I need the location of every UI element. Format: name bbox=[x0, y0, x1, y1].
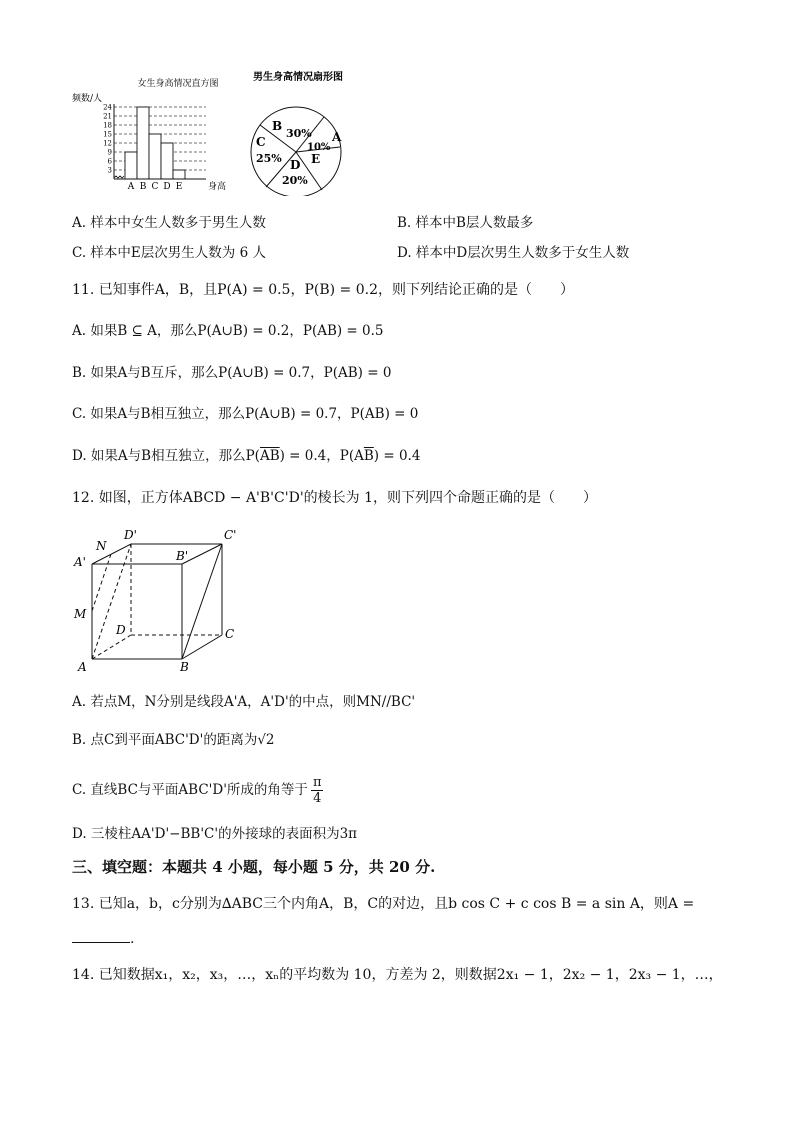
label-n: N bbox=[96, 539, 107, 553]
pie-title: 男生身高情况扇形图 bbox=[253, 72, 343, 83]
q11-d-overline-b: $\overline{B}$ bbox=[363, 448, 374, 464]
histogram-title: 女生身高情况直方图 bbox=[137, 79, 219, 89]
pie-percent-b: 30% bbox=[286, 127, 312, 140]
histogram-y-ticks bbox=[103, 104, 112, 175]
q12-option-b: B. 点C到平面ABC'D'的距离为√2 bbox=[72, 732, 275, 748]
q11-d-mid: ) = 0.4，P(A bbox=[279, 448, 364, 464]
label-c: C bbox=[225, 627, 235, 641]
edge-a-d bbox=[92, 635, 131, 659]
histogram-bar bbox=[149, 134, 161, 179]
pie-label-a: A bbox=[332, 130, 342, 144]
pie-label-c: C bbox=[256, 135, 266, 149]
q11-d-overline-ab: $\overline{AB}$ bbox=[259, 448, 280, 464]
label-a: A bbox=[78, 660, 87, 674]
histogram-figure bbox=[60, 70, 230, 195]
histogram-bar bbox=[173, 170, 185, 179]
cube-figure bbox=[70, 524, 250, 676]
q11-stem: 11. 已知事件A，B，且P(A) = 0.5，P(B) = 0.2，则下列结论正确的是（ ） bbox=[72, 282, 574, 298]
q10-option-b: B. 样本中B层人数最多 bbox=[397, 215, 534, 231]
q14-stem: 14. 已知数据x₁，x₂，x₃，…，xₙ的平均数为 10，方差为 2，则数据2x₁ − 1，2x₂ − 1，2x₃ − 1，…， bbox=[72, 967, 723, 983]
q12-option-c bbox=[72, 770, 323, 810]
histogram-y-tick: 18 bbox=[103, 121, 112, 130]
q12-stem: 12. 如图，正方体ABCD − A'B'C'D'的棱长为 1，则下列四个命题正确的是（ ） bbox=[72, 490, 598, 506]
label-m: M bbox=[74, 607, 87, 621]
histogram-x-tick: D bbox=[163, 182, 171, 192]
histogram-x-tick: C bbox=[151, 182, 159, 192]
q11-option-d bbox=[72, 447, 420, 465]
pie-percent-c: 25% bbox=[256, 152, 282, 165]
q12-c-numerator: π bbox=[312, 774, 322, 790]
histogram-y-tick: 9 bbox=[107, 148, 112, 157]
pie-label-d: D bbox=[290, 158, 301, 172]
histogram-y-tick: 3 bbox=[107, 166, 112, 175]
histogram-x-tick: E bbox=[175, 182, 183, 192]
section-3-title: 三、填空题：本题共 4 小题，每小题 5 分，共 20 分. bbox=[72, 858, 436, 876]
histogram-y-tick: 24 bbox=[103, 103, 112, 112]
q13-tail: . bbox=[130, 931, 135, 947]
q12-c-denominator: 4 bbox=[313, 790, 322, 806]
q11-d-prefix: D. 如果A与B相互独立，那么P( bbox=[72, 448, 260, 464]
pie-percent-a: 10% bbox=[307, 142, 331, 153]
histogram-xlabel: 身高 bbox=[208, 182, 227, 192]
pie-figure bbox=[236, 66, 356, 196]
q12-option-d: D. 三棱柱AA'D'−BB'C'的外接球的表面积为3π bbox=[72, 826, 358, 842]
pie-percent-d: 20% bbox=[282, 174, 308, 187]
histogram-y-tick: 21 bbox=[103, 112, 112, 121]
q11-option-a: A. 如果B ⊆ A，那么P(A∪B) = 0.2，P(AB) = 0.5 bbox=[72, 323, 384, 339]
label-d: D bbox=[116, 623, 126, 637]
q13-answer-line bbox=[72, 930, 134, 948]
histogram-bar bbox=[137, 107, 149, 179]
pie-label-b: B bbox=[272, 119, 283, 133]
q10-option-a: A. 样本中女生人数多于男生人数 bbox=[72, 215, 266, 231]
q12-option-a: A. 若点M，N分别是线段A'A，A'D'的中点，则MN//BC' bbox=[72, 694, 416, 710]
q11-option-c: C. 如果A与B相互独立，那么P(A∪B) = 0.7，P(AB) = 0 bbox=[72, 406, 419, 422]
q12-c-fraction bbox=[311, 775, 324, 806]
q13-stem: 13. 已知a，b，c分别为∆ABC三个内角A，B，C的对边，且b cos C + c cos B = a sin A，则A = bbox=[72, 896, 695, 912]
q11-d-suffix: ) = 0.4 bbox=[373, 448, 421, 464]
axis-break-mark bbox=[114, 176, 124, 178]
label-a1: A' bbox=[74, 555, 86, 569]
label-b: B bbox=[180, 660, 189, 674]
cube-vertex-labels bbox=[73, 528, 236, 674]
label-d1: D' bbox=[124, 528, 137, 542]
histogram-bar bbox=[125, 152, 137, 179]
histogram-y-tick: 6 bbox=[107, 157, 112, 166]
histogram-ylabel: 频数/人 bbox=[72, 94, 103, 104]
edge-b-c bbox=[182, 635, 222, 659]
histogram-x-tick: B bbox=[139, 182, 147, 192]
q13-blank[interactable] bbox=[72, 942, 130, 943]
cube-solid-edges bbox=[92, 544, 222, 659]
histogram-x-ticks bbox=[127, 182, 183, 192]
histogram-x-tick: A bbox=[127, 182, 135, 192]
label-b1: B' bbox=[176, 549, 189, 563]
q10-option-c: C. 样本中E层次男生人数为 6 人 bbox=[72, 245, 266, 261]
q12-c-prefix: C. 直线BC与平面ABC'D'所成的角等于 bbox=[72, 782, 308, 798]
pie-label-e: E bbox=[311, 152, 321, 166]
label-c1: C' bbox=[224, 528, 237, 542]
histogram-y-tick: 15 bbox=[103, 130, 112, 139]
histogram-y-tick: 12 bbox=[103, 139, 112, 148]
q11-option-b: B. 如果A与B互斥，那么P(A∪B) = 0.7，P(AB) = 0 bbox=[72, 365, 392, 381]
histogram-bar bbox=[161, 143, 173, 179]
q10-option-d: D. 样本中D层次男生人数多于女生人数 bbox=[397, 245, 630, 261]
